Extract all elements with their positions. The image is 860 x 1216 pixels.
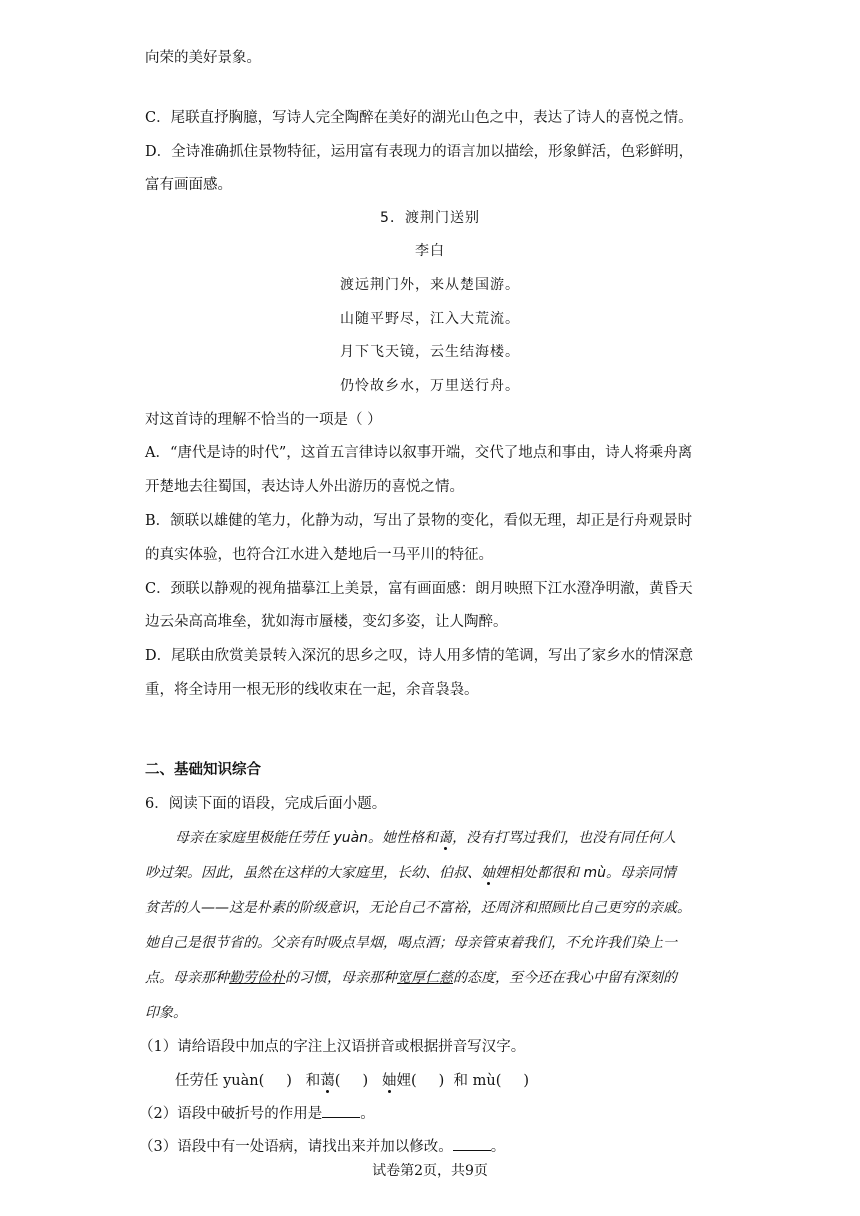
question-6-stem: 6．阅读下面的语段，完成后面小题。 (145, 796, 387, 812)
punct: 。 (490, 1139, 506, 1155)
paren-close: ) (438, 1073, 445, 1089)
poem-line: 渡远荆门外，来从楚国游。 (340, 277, 520, 293)
dotted-char: 妯 (481, 865, 495, 881)
poem-title: 5．渡荆门送别 (380, 210, 480, 226)
passage-text: 的态度，至今还在我心中留有深刻的 (453, 970, 677, 986)
passage-text: ，没有打骂过我们，也没有同任何人 (452, 830, 677, 846)
underlined-phrase: 宽厚仁慈 (397, 970, 453, 986)
paren-close: ) (286, 1073, 292, 1089)
passage-text: 幼、伯叔、 (411, 865, 481, 881)
option-a-line1: A．“唐代是诗的时代”，这首五言律诗以叙事开端，交代了地点和事由，诗人将乘舟离 (145, 445, 693, 461)
poem-line: 山随平野尽，江入大荒流。 (340, 311, 520, 327)
poem-line: 仍怜故乡水，万里送行舟。 (340, 378, 520, 394)
paren-close: ) (523, 1073, 530, 1089)
answer-blank[interactable] (453, 1138, 491, 1151)
sub-question-1: （1）请给语段中加点的字注上汉语拼音或根据拼音写汉字。 (139, 1039, 526, 1055)
passage-line (145, 863, 676, 883)
paren-close: ) (362, 1073, 369, 1089)
dotted-char: 妯 (381, 1073, 397, 1089)
question-5-stem: 对这首诗的理解不恰当的一项是（ ） (145, 412, 382, 428)
prev-text-line: 向荣的美好景象。 (145, 50, 261, 66)
option-d-line1: D．尾联由欣赏美景转入深沉的思乡之叹，诗人用多情的笔调，写出了家乡水的情深意 (145, 648, 694, 664)
passage-line: 印象。 (145, 1005, 187, 1021)
underlined-phrase: 勤劳俭朴 (229, 970, 285, 986)
fill-in-row: 任劳任 yuàn( ) 和蔼( ) 妯娌( ) 和 mù( ) (175, 1073, 530, 1089)
passage-line: 她自己是很节省的。父亲有时吸点旱烟，喝点酒；母亲管束着我们，不允许我们染上一 (145, 935, 677, 951)
poem-line: 月下飞天镜，云生结海楼。 (340, 344, 520, 360)
page-footer: 试卷第2页，共9页 (372, 1163, 488, 1179)
sub-question-3 (139, 1137, 505, 1157)
punct: 。 (360, 1106, 375, 1122)
option-b-line2: 的真实体验，也符合江水进入楚地后一马平川的特征。 (145, 547, 493, 563)
option-b-line1: B．颔联以雄健的笔力，化静为动，写出了景物的变化，看似无理，却正是行舟观景时 (145, 513, 693, 529)
passage-text: 母亲在家庭里极能任劳任 yuàn。她性格和 (175, 830, 439, 846)
passage-line (175, 828, 676, 848)
passage-text: 娌相处都很和 mù。母亲同情 (495, 865, 676, 881)
passage-line: 贫苦的人——这是朴素的阶级意识，无论自己不富裕，还周济和照顾比自己更穷的亲戚。 (145, 900, 691, 916)
option-a-line2: 开楚地去往蜀国，表达诗人外出游历的喜悦之情。 (145, 479, 464, 495)
section-heading: 二、基础知识综合 (145, 762, 261, 778)
sub-question-2-text: （2）语段中破折号的作用是 (139, 1106, 323, 1122)
poem-author: 李白 (415, 243, 445, 259)
sub-question-3-text: （3）语段中有一处语病，请找出来并加以修改。 (139, 1139, 453, 1155)
prev-option-d-line2: 富有画面感。 (145, 177, 232, 193)
fill-item-b: 和 (305, 1073, 321, 1089)
fill-item-c: 娌( (396, 1073, 417, 1089)
passage-text: 的习惯，母亲那种 (285, 970, 397, 986)
option-d-line2: 重，将全诗用一根无形的线收束在一起，余音袅袅。 (145, 682, 479, 698)
dotted-char: 蔼 (320, 1073, 335, 1089)
prev-option-c: C．尾联直抒胸臆，写诗人完全陶醉在美好的湖光山色之中，表达了诗人的喜悦之情。 (145, 110, 693, 126)
answer-blank[interactable] (322, 1105, 360, 1118)
fill-item-a: 任劳任 yuàn( (175, 1073, 265, 1089)
prev-option-d-line1: D．全诗准确抓住景物特征，运用富有表现力的语言加以描绘，形象鲜活，色彩鲜明， (145, 144, 694, 160)
passage-line (145, 968, 677, 988)
option-c-line1: C．颈联以静观的视角描摹江上美景，富有画面感：朗月映照下江水澄净明澈，黄昏天 (145, 581, 693, 597)
passage-text: 点。母亲那种 (145, 970, 229, 986)
sub-question-2 (139, 1104, 375, 1124)
passage-text: 吵过架。因此，虽然在这样的大家庭里，长 (145, 865, 411, 881)
fill-item-d: 和 mù( (453, 1073, 502, 1089)
dotted-char: 蔼 (438, 830, 453, 846)
option-c-line2: 边云朵高高堆垒，犹如海市蜃楼，变幻多姿，让人陶醉。 (145, 614, 508, 630)
